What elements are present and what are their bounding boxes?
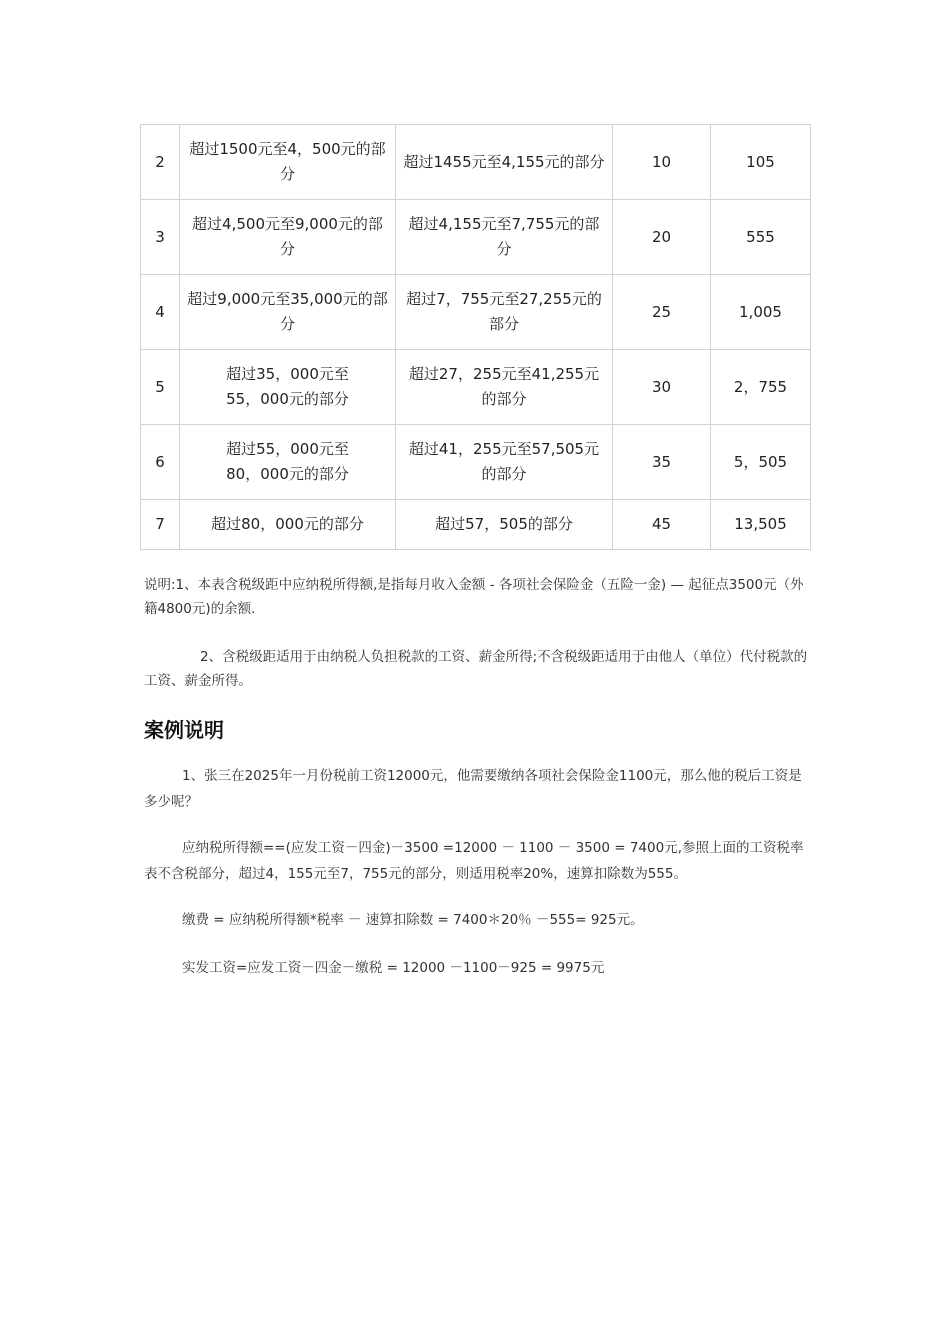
tax-rate-table xyxy=(140,124,811,550)
level-cell: 5 xyxy=(141,350,180,425)
quick-deduction-cell: 5，505 xyxy=(711,425,811,500)
taxable-income-incl-cell: 超过1500元至4，500元的部分 xyxy=(180,125,396,200)
quick-deduction-cell: 1,005 xyxy=(711,275,811,350)
table-row xyxy=(141,200,811,275)
tax-rate-cell: 25 xyxy=(613,275,711,350)
level-cell: 4 xyxy=(141,275,180,350)
tax-rate-cell: 30 xyxy=(613,350,711,425)
tax-rate-cell: 35 xyxy=(613,425,711,500)
taxable-income-excl-cell: 超过57，505的部分 xyxy=(396,500,613,550)
taxable-income-excl-cell: 超过4,155元至7,755元的部分 xyxy=(396,200,613,275)
table-row xyxy=(141,425,811,500)
taxable-income-incl-cell: 超过35，000元至55，000元的部分 xyxy=(180,350,396,425)
section-heading: 案例说明 xyxy=(144,718,224,742)
case-paragraph-4: 实发工资=应发工资－四金－缴税 = 12000 －1100－925 = 9975元 xyxy=(182,960,605,976)
note-paragraph-2: 2、含税级距适用于由纳税人负担税款的工资、薪金所得;不含税级距适用于由他人（单位）代付税款的工资、薪金所得。 xyxy=(144,649,808,689)
case-paragraph-1: 1、张三在2025年一月份税前工资12000元，他需要缴纳各项社会保险金1100元，那么他的税后工资是多少呢？ xyxy=(144,768,802,810)
level-cell: 3 xyxy=(141,200,180,275)
case-paragraph-2: 应纳税所得额==(应发工资－四金)－3500 =12000 － 1100 － 3500 = 7400元,参照上面的工资税率表不含税部分，超过4，155元至7，755元的部分，则适用税率20%，速算扣除数为555。 xyxy=(144,840,804,882)
taxable-income-incl-cell: 超过55，000元至80，000元的部分 xyxy=(180,425,396,500)
taxable-income-excl-cell: 超过1455元至4,155元的部分 xyxy=(396,125,613,200)
quick-deduction-cell: 2，755 xyxy=(711,350,811,425)
taxable-income-excl-cell: 超过7，755元至27,255元的部分 xyxy=(396,275,613,350)
taxable-income-incl-cell: 超过80，000元的部分 xyxy=(180,500,396,550)
taxable-income-excl-cell: 超过27，255元至41,255元的部分 xyxy=(396,350,613,425)
note-paragraph-1: 说明:1、本表含税级距中应纳税所得额,是指每月收入金额 - 各项社会保险金（五险一金) — 起征点3500元（外籍4800元)的余额. xyxy=(144,577,804,617)
level-cell: 2 xyxy=(141,125,180,200)
level-cell: 7 xyxy=(141,500,180,550)
table-row xyxy=(141,275,811,350)
taxable-income-excl-cell: 超过41，255元至57,505元的部分 xyxy=(396,425,613,500)
table-row xyxy=(141,125,811,200)
taxable-income-incl-cell: 超过9,000元至35,000元的部分 xyxy=(180,275,396,350)
quick-deduction-cell: 105 xyxy=(711,125,811,200)
level-cell: 6 xyxy=(141,425,180,500)
quick-deduction-cell: 13,505 xyxy=(711,500,811,550)
tax-rate-cell: 10 xyxy=(613,125,711,200)
table-row xyxy=(141,500,811,550)
quick-deduction-cell: 555 xyxy=(711,200,811,275)
taxable-income-incl-cell: 超过4,500元至9,000元的部分 xyxy=(180,200,396,275)
case-paragraph-3: 缴费 = 应纳税所得额*税率 － 速算扣除数 = 7400＊20％ －555= 925元。 xyxy=(182,912,644,928)
tax-rate-cell: 45 xyxy=(613,500,711,550)
tax-rate-cell: 20 xyxy=(613,200,711,275)
table-row xyxy=(141,350,811,425)
